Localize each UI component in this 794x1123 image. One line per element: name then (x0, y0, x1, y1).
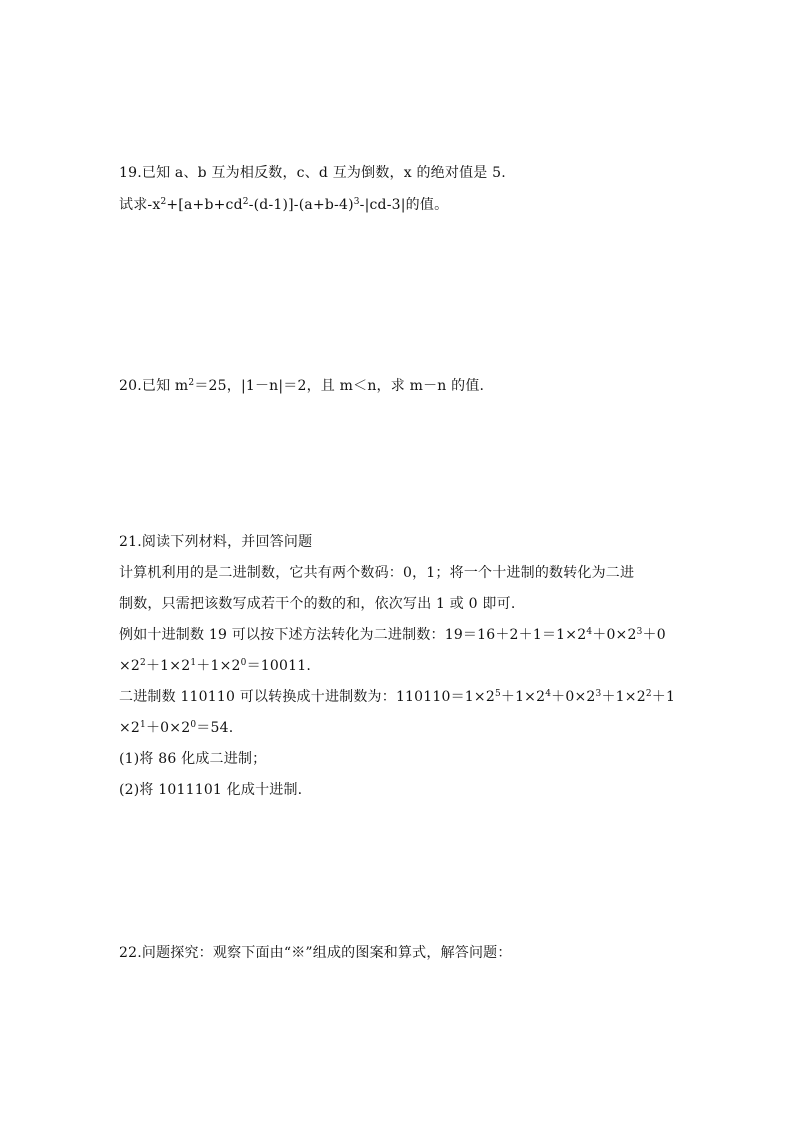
q21-exponent: 4 (545, 689, 552, 699)
q21-text: ＋1×2 (601, 689, 646, 705)
q21-exponent: 0 (190, 720, 197, 730)
q21-exponent: 0 (240, 658, 247, 668)
q19-line1: 19.已知 a、b 互为相反数，c、d 互为倒数，x 的绝对值是 5. (119, 165, 506, 181)
q20-line (119, 376, 484, 396)
q22-line1: 22.问题探究：观察下面由“※”组成的图案和算式，解答问题： (119, 945, 512, 961)
q21-text: ＋0×2 (592, 627, 637, 643)
q21-text: ＋0×2 (145, 720, 191, 736)
q19-text: -|cd-3|的值。 (359, 197, 449, 213)
q21-subquestion-1: (1)将 86 化成二进制； (119, 751, 267, 767)
q19-text: 试求-x (119, 197, 161, 213)
q21-paragraph-line1: 计算机利用的是二进制数，它共有两个数码：0，1；将一个十进制的数转化为二进 (119, 565, 635, 581)
q21-exponent: 1 (140, 720, 146, 730)
q21-title: 21.阅读下列材料，并回答问题 (119, 534, 313, 550)
q19-exponent: 2 (160, 197, 167, 207)
q20-text: 20.已知 m (119, 378, 189, 394)
q21-text: ＋0 (642, 627, 666, 643)
q21-text: ＝54. (196, 720, 234, 736)
q21-text: ×2 (119, 720, 141, 736)
q19-text: -(d-1)]-(a+b-4) (248, 197, 354, 213)
q21-exponent: 3 (636, 627, 643, 637)
q21-text: ＋1 (651, 689, 676, 705)
q21-example2-line2 (119, 718, 233, 738)
q21-exponent: 5 (494, 689, 501, 699)
q20-text: ＝25，|1－n|＝2，且 m＜n，求 m－n 的值. (194, 378, 485, 394)
q20-exponent: 2 (188, 378, 195, 388)
q21-exponent: 1 (190, 658, 197, 668)
q21-text: 例如十进制数 19 可以按下述方法转化为二进制数：19＝16＋2＋1＝1×2 (119, 627, 587, 643)
q21-exponent: 4 (586, 627, 593, 637)
q21-paragraph-line2: 制数，只需把该数写成若干个的数的和，依次写出 1 或 0 即可. (119, 596, 516, 612)
q21-exponent: 2 (645, 689, 652, 699)
q21-text: ＋0×2 (551, 689, 596, 705)
q19-text: +[a+b+cd (166, 197, 243, 213)
q21-example1-line1 (119, 625, 666, 645)
q21-example2-line1 (119, 687, 675, 707)
q19-expression (119, 195, 448, 215)
q21-subquestion-2: (2)将 1011101 化成十进制. (119, 782, 303, 798)
q21-text: ×2 (119, 658, 141, 674)
q21-text: ＝10011. (246, 658, 311, 674)
q21-exponent: 3 (595, 689, 602, 699)
q19-exponent: 3 (353, 197, 360, 207)
q21-text: ＋1×2 (196, 658, 241, 674)
q21-text: 二进制数 110110 可以转换成十进制数为：110110＝1×2 (119, 689, 495, 705)
q21-exponent: 2 (140, 658, 146, 668)
q21-example1-line2 (119, 656, 311, 676)
q21-text: ＋1×2 (145, 658, 191, 674)
q19-exponent: 2 (242, 197, 249, 207)
q21-text: ＋1×2 (500, 689, 546, 705)
